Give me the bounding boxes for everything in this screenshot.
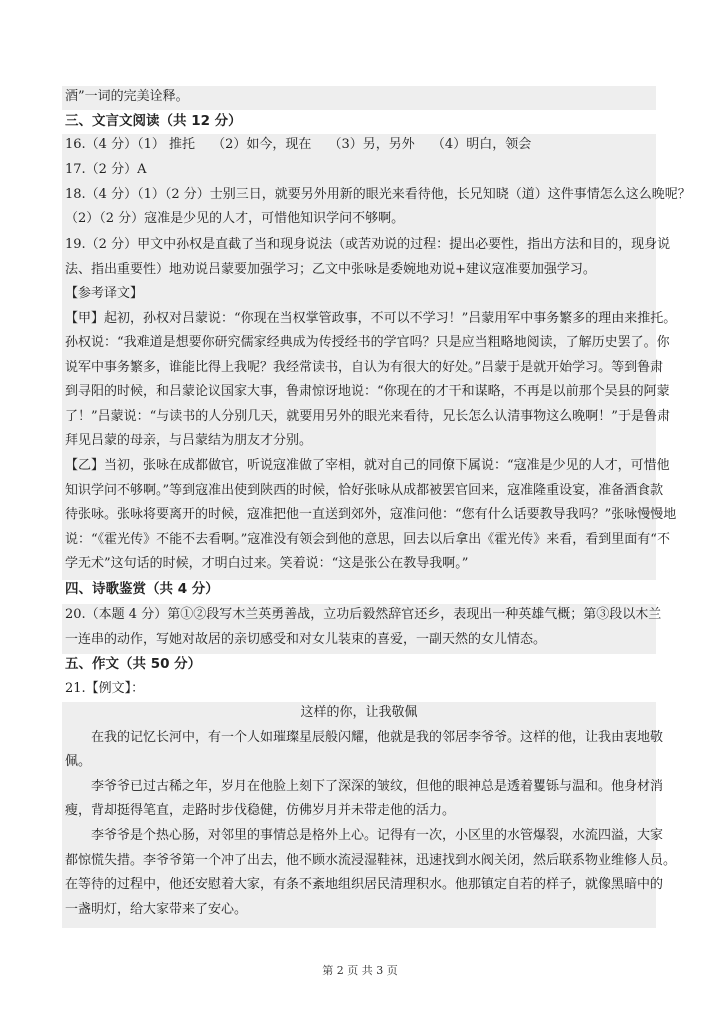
text-line: 说军中事务繁多，谁能比得上我呢？我经常读书，自认为有很大的好处。”吕蒙于是就开始学习。等到鲁肃 <box>65 360 664 375</box>
text-line: 到寻阳的时候，和吕蒙论议国家大事，鲁肃惊讶地说：“你现在的才干和谋略，不再是以前那个吴县的阿蒙 <box>65 384 670 399</box>
text-line: 拜见吕蒙的母亲，与吕蒙结为朋友才分别。 <box>65 433 313 448</box>
text-line: 在我的记忆长河中，有一个人如璀璨星辰般闪耀，他就是我的邻居李爷爷。这样的他，让我由衷地敬 <box>65 730 664 745</box>
text-line: 16.（4 分）（1） 推托 （2）如今，现在 （3）另，另外 （4）明白，领会 <box>65 137 532 152</box>
page-footer: 第 2 页 共 3 页 <box>322 964 398 977</box>
text-line: 【甲】起初，孙权对吕蒙说：“你现在当权掌管政事，不可以不学习！”吕蒙用军中事务繁多的理由来推托。 <box>65 311 677 326</box>
text-line: 李爷爷已过古稀之年，岁月在他脸上刻下了深深的皱纹，但他的眼神总是透着矍铄与温和。他身材消 <box>65 779 664 794</box>
text-line: 李爷爷是个热心肠，对邻里的事情总是格外上心。记得有一次，小区里的水管爆裂，水流四溢，大家 <box>65 828 664 843</box>
text-line: 17.（2 分）A <box>65 162 147 177</box>
text-line: 知识学问不够啊。”等到寇准出使到陕西的时候，恰好张咏从成都被罢官回来，寇准隆重设宴，准备酒食款 <box>65 483 664 498</box>
text-line: 在等待的过程中，他还安慰着大家，有条不紊地组织居民清理积水。他那镇定自若的样子，就像黑暗中的 <box>65 877 664 892</box>
text-line: 说：“《霍光传》不能不去看啊。”寇准没有领会到他的意思，回去以后拿出《霍光传》来看，看到里面有“不 <box>65 532 670 547</box>
text-line: 酒”一词的完美诠释。 <box>65 89 189 104</box>
text-line: 【参考译文】 <box>65 286 144 301</box>
shade-block <box>62 234 656 580</box>
text-line: （2）（2 分）寇准是少见的人才，可惜他知识学问不够啊。 <box>65 211 405 226</box>
text-line: 【乙】当初，张咏在成都做官，听说寇准做了宰相，就对自己的同僚下属说：“寇准是少见的人才，可惜他 <box>65 458 670 473</box>
text-line: 一盏明灯，给大家带来了安心。 <box>65 902 248 917</box>
text-line: 法、指出重要性）地劝说吕蒙要加强学习；乙文中张咏是委婉地劝说+建议寇准要加强学习。 <box>65 262 596 277</box>
text-line: 佩。 <box>65 754 92 769</box>
text-line: 20.（本题 4 分）第①②段写木兰英勇善战，立功后毅然辞官还乡，表现出一种英雄气概；第③段以木兰 <box>65 607 662 622</box>
text-line: 21.【例文】： <box>65 681 145 696</box>
text-line: 孙权说：“我难道是想要你研究儒家经典成为传授经书的学官吗？只是应当粗略地阅读，了解历史罢了。你 <box>65 335 670 350</box>
text-line: 待张咏。张咏将要离开的时候，寇准把他一直送到郊外，寇准问他：“您有什么话要教导我吗？”张咏慢慢地 <box>65 507 677 522</box>
text-line: 瘦，背却挺得笔直，走路时步伐稳健，仿佛岁月并未带走他的活力。 <box>65 803 456 818</box>
text-line: 了！”吕蒙说：“与读书的人分别几天，就要用另外的眼光来看待，兄长怎么认清事物这么晚啊！”于是鲁肃 <box>65 409 670 424</box>
section-heading: 三、文言文阅读（共 12 分） <box>65 113 242 129</box>
text-line: 都惊慌失措。李爷爷第一个冲了出去，他不顾水流浸湿鞋袜，迅速找到水阀关闭，然后联系物业维修人员。 <box>65 853 677 868</box>
section-heading: 五、作文（共 50 分） <box>65 656 202 672</box>
text-line: 18.（4 分）（1）（2 分）士别三日，就要另外用新的眼光来看待他，长兄知晓（道）这件事情怎么这么晚呢？ <box>65 187 691 202</box>
text-line: 学无术”这句话的时候，才明白过来。笑着说：“这是张公在教导我啊。” <box>65 556 469 571</box>
essay-title: 这样的你，让我敬佩 <box>300 705 418 720</box>
text-line: 一连串的动作，写她对故居的亲切感受和对女儿装束的喜爱，一副天然的女儿情态。 <box>65 632 547 647</box>
section-heading: 四、诗歌鉴赏（共 4 分） <box>65 581 219 597</box>
text-line: 19.（2 分）甲文中孙权是直截了当和现身说法（或苦劝说的过程：提出必要性，指出方法和目的，现身说 <box>65 237 671 252</box>
